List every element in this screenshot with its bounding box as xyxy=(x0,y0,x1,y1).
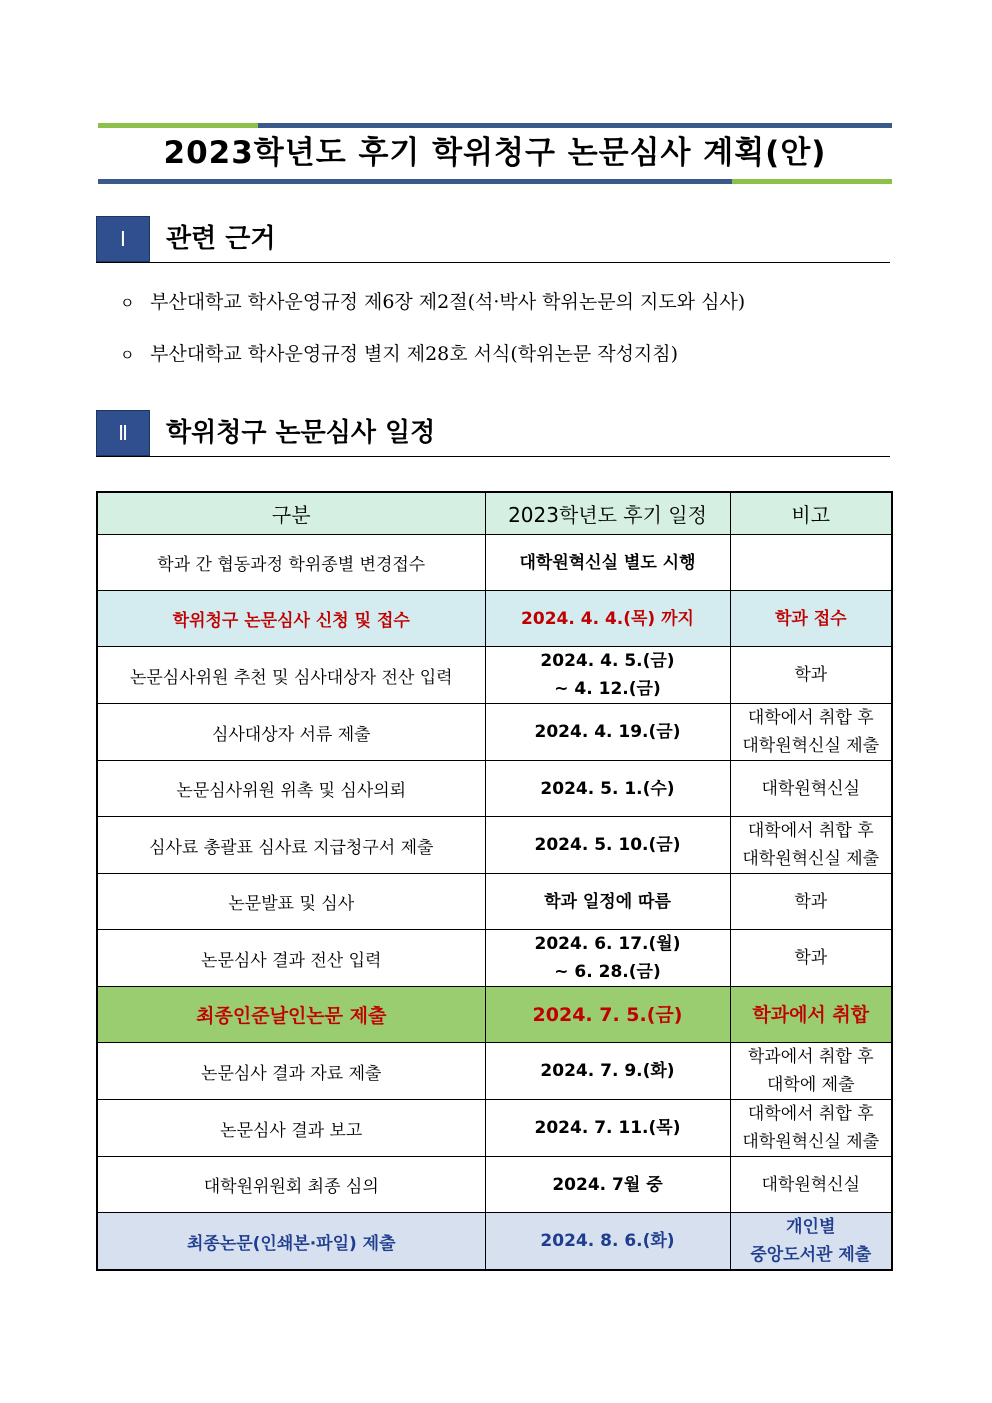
schedule-line: 2024. 6. 17.(월) xyxy=(534,934,681,954)
schedule-line: 2024. 5. 1.(수) xyxy=(540,778,675,799)
table-row xyxy=(97,1100,892,1157)
cell-item: 논문심사위원 추천 및 심사대상자 전산 입력 xyxy=(97,647,485,704)
table-row xyxy=(97,930,892,987)
cell-note xyxy=(730,591,892,647)
schedule-line: ~ 4. 12.(금) xyxy=(554,679,661,699)
bullet-mark: ㅇ xyxy=(120,346,135,364)
table-row xyxy=(97,647,892,704)
cell-note xyxy=(730,761,892,817)
schedule-line: 2024. 7. 9.(화) xyxy=(540,1061,675,1081)
cell-item: 대학원위원회 최종 심의 xyxy=(97,1157,485,1213)
bullet-text: 부산대학교 학사운영규정 별지 제28호 서식(학위논문 작성지침) xyxy=(150,343,679,365)
table-row xyxy=(97,1157,892,1213)
header-schedule: 2023학년도 후기 일정 xyxy=(485,492,730,535)
note-line: 개인별 xyxy=(786,1217,836,1237)
section-header-2 xyxy=(96,410,890,457)
table-row xyxy=(97,535,892,591)
note-line: 대학원혁신실 제출 xyxy=(742,736,880,756)
section-number: Ⅱ xyxy=(96,410,150,456)
note-line: 학과에서 취합 xyxy=(752,1003,870,1026)
schedule-line: 2024. 7. 11.(목) xyxy=(534,1118,681,1138)
schedule-line: 2024. 4. 19.(금) xyxy=(534,722,681,742)
cell-item: 심사대상자 서류 제출 xyxy=(97,704,485,761)
bullet-mark: ㅇ xyxy=(120,294,135,312)
note-line: 학과에서 취합 후 xyxy=(747,1047,874,1067)
schedule-line: 2024. 4. 5.(금) xyxy=(540,651,675,671)
cell-item: 심사료 총괄표 심사료 지급청구서 제출 xyxy=(97,817,485,874)
cell-item: 논문심사 결과 보고 xyxy=(97,1100,485,1157)
cell-item: 최종논문(인쇄본·파일) 제출 xyxy=(97,1213,485,1271)
table-row xyxy=(97,987,892,1043)
cell-note xyxy=(730,1043,892,1100)
cell-schedule xyxy=(485,647,730,704)
cell-item: 논문심사 결과 전산 입력 xyxy=(97,930,485,987)
cell-note xyxy=(730,930,892,987)
table-row xyxy=(97,817,892,874)
bullet-text: 부산대학교 학사운영규정 제6장 제2절(석·박사 학위논문의 지도와 심사) xyxy=(150,291,746,313)
cell-note xyxy=(730,704,892,761)
cell-schedule xyxy=(485,591,730,647)
schedule-line: 2024. 8. 6.(화) xyxy=(540,1231,675,1251)
note-line: 대학에서 취합 후 xyxy=(747,1104,874,1124)
header-note: 비고 xyxy=(730,492,892,535)
cell-note xyxy=(730,1157,892,1213)
note-line: 대학에 제출 xyxy=(766,1075,855,1095)
section-title: 관련 근거 xyxy=(166,224,276,254)
title-bar-bottom-blue xyxy=(98,179,732,184)
note-line: 학과 xyxy=(794,891,828,912)
cell-schedule xyxy=(485,930,730,987)
bullet-item xyxy=(120,339,678,366)
note-line: 대학원혁신실 제출 xyxy=(742,1132,880,1152)
cell-schedule xyxy=(485,817,730,874)
table-row xyxy=(97,704,892,761)
section-title: 학위청구 논문심사 일정 xyxy=(166,418,436,448)
cell-note xyxy=(730,987,892,1043)
table-row xyxy=(97,761,892,817)
table-header-row xyxy=(97,492,892,535)
note-line: 대학에서 취합 후 xyxy=(747,821,874,841)
schedule-line: 2024. 7. 5.(금) xyxy=(532,1003,683,1026)
note-line: 대학원혁신실 xyxy=(761,1174,861,1195)
cell-item: 학과 간 협동과정 학위종별 변경접수 xyxy=(97,535,485,591)
cell-item: 최종인준날인논문 제출 xyxy=(97,987,485,1043)
cell-item: 학위청구 논문심사 신청 및 접수 xyxy=(97,591,485,647)
note-line: 학과 xyxy=(794,948,828,968)
header-category: 구분 xyxy=(97,492,485,535)
schedule-line: ~ 6. 28.(금) xyxy=(554,962,661,982)
cell-schedule xyxy=(485,1213,730,1271)
cell-note xyxy=(730,1213,892,1271)
cell-note xyxy=(730,874,892,930)
note-line: 대학에서 취합 후 xyxy=(747,708,874,728)
cell-note xyxy=(730,535,892,591)
cell-note xyxy=(730,647,892,704)
schedule-line: 대학원혁신실 별도 시행 xyxy=(519,552,696,573)
cell-schedule xyxy=(485,535,730,591)
cell-item: 논문발표 및 심사 xyxy=(97,874,485,930)
cell-schedule xyxy=(485,1100,730,1157)
section-header-1 xyxy=(96,216,890,263)
note-line: 대학원혁신실 제출 xyxy=(742,849,880,869)
bullet-item xyxy=(120,287,745,314)
table-row xyxy=(97,1213,892,1271)
cell-schedule xyxy=(485,1157,730,1213)
table-row xyxy=(97,591,892,647)
title-block xyxy=(98,123,892,185)
note-line: 중앙도서관 제출 xyxy=(750,1245,872,1265)
schedule-line: 2024. 4. 4.(목) 까지 xyxy=(521,608,694,629)
section-number: Ⅰ xyxy=(96,216,150,262)
cell-schedule xyxy=(485,874,730,930)
note-line: 대학원혁신실 xyxy=(761,778,861,799)
schedule-line: 학과 일정에 따름 xyxy=(544,891,671,912)
title-bar-bottom-green xyxy=(732,179,892,184)
cell-schedule xyxy=(485,1043,730,1100)
cell-note xyxy=(730,1100,892,1157)
note-line: 학과 접수 xyxy=(774,608,847,629)
schedule-table xyxy=(96,491,893,1271)
cell-schedule xyxy=(485,761,730,817)
table-row xyxy=(97,1043,892,1100)
cell-item: 논문심사 결과 자료 제출 xyxy=(97,1043,485,1100)
table-row xyxy=(97,874,892,930)
note-line: 학과 xyxy=(794,665,828,685)
schedule-line: 2024. 5. 10.(금) xyxy=(534,835,681,855)
page-title: 2023학년도 후기 학위청구 논문심사 계획(안) xyxy=(163,135,827,171)
cell-item: 논문심사위원 위촉 및 심사의뢰 xyxy=(97,761,485,817)
schedule-line: 2024. 7월 중 xyxy=(552,1174,663,1195)
cell-schedule xyxy=(485,987,730,1043)
cell-schedule xyxy=(485,704,730,761)
cell-note xyxy=(730,817,892,874)
